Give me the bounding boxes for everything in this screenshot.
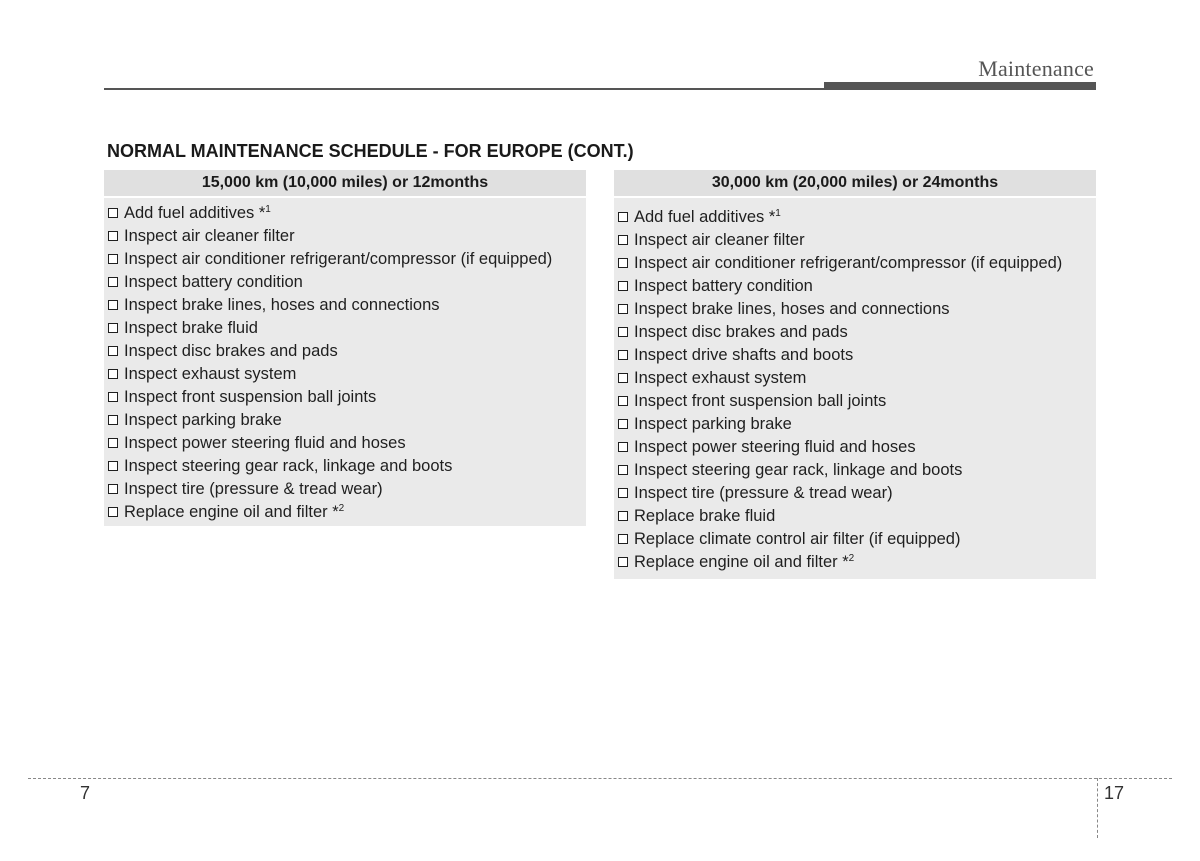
maintenance-item — [614, 275, 1096, 298]
maintenance-item — [104, 317, 586, 340]
maintenance-item — [614, 344, 1096, 367]
maintenance-item-label: Inspect brake fluid — [124, 319, 258, 337]
maintenance-item — [614, 413, 1096, 436]
footnote-marker: 2 — [338, 503, 345, 514]
maintenance-item-label: Inspect steering gear rack, linkage and boots — [634, 461, 963, 479]
maintenance-item-label: Replace engine oil and filter * — [124, 503, 339, 521]
maintenance-item — [104, 225, 586, 248]
table-heading: 15,000 km (10,000 miles) or 12months — [104, 170, 586, 198]
maintenance-item-label: Inspect brake lines, hoses and connections — [124, 296, 440, 314]
footnote-marker: 1 — [775, 208, 781, 219]
maintenance-item — [104, 248, 586, 271]
maintenance-item-label: Replace climate control air filter (if equipped) — [634, 530, 961, 548]
maintenance-item-label: Inspect disc brakes and pads — [634, 323, 848, 341]
maintenance-item-label: Inspect air conditioner refrigerant/compressor (if equipped) — [634, 254, 1063, 272]
maintenance-item-label: Replace engine oil and filter * — [634, 553, 849, 571]
checkbox-square-icon — [618, 258, 628, 268]
schedule-table-30000km — [614, 170, 1096, 579]
maintenance-item-label: Inspect front suspension ball joints — [634, 392, 887, 410]
maintenance-item-label: Replace brake fluid — [634, 507, 776, 525]
maintenance-item — [614, 551, 1096, 574]
maintenance-item-label: Inspect exhaust system — [634, 369, 807, 387]
footnote-marker: 2 — [848, 553, 855, 564]
maintenance-item-label: Inspect brake lines, hoses and connections — [634, 300, 950, 318]
footnote-marker: 1 — [265, 204, 271, 215]
maintenance-item — [614, 482, 1096, 505]
maintenance-item-label: Inspect drive shafts and boots — [634, 346, 854, 364]
maintenance-item — [614, 298, 1096, 321]
checkbox-square-icon — [618, 373, 628, 383]
checkbox-square-icon — [618, 488, 628, 498]
checkbox-square-icon — [108, 323, 118, 333]
schedule-table-15000km — [104, 170, 586, 526]
maintenance-item-label: Inspect air conditioner refrigerant/compressor (if equipped) — [124, 250, 553, 268]
checkbox-square-icon — [108, 438, 118, 448]
maintenance-item-label: Inspect parking brake — [124, 411, 282, 429]
checkbox-square-icon — [108, 300, 118, 310]
checkbox-square-icon — [618, 235, 628, 245]
maintenance-item — [104, 432, 586, 455]
checkbox-square-icon — [618, 442, 628, 452]
maintenance-item — [614, 206, 1096, 229]
maintenance-item-label: Inspect parking brake — [634, 415, 792, 433]
checkbox-square-icon — [618, 557, 628, 567]
maintenance-item — [104, 363, 586, 386]
checkbox-square-icon — [618, 281, 628, 291]
maintenance-item — [104, 455, 586, 478]
checkbox-square-icon — [108, 277, 118, 287]
maintenance-item-label: Inspect power steering fluid and hoses — [124, 434, 406, 452]
checkbox-square-icon — [108, 484, 118, 494]
maintenance-item — [104, 271, 586, 294]
maintenance-item-label: Inspect exhaust system — [124, 365, 297, 383]
maintenance-item-label: Inspect battery condition — [634, 277, 813, 295]
header-accent-bar — [824, 82, 1096, 90]
maintenance-item — [104, 202, 586, 225]
maintenance-item — [614, 459, 1096, 482]
chapter-number: 7 — [79, 783, 90, 803]
maintenance-item — [104, 294, 586, 317]
maintenance-item-label: Inspect steering gear rack, linkage and boots — [124, 457, 453, 475]
maintenance-item — [614, 321, 1096, 344]
checkbox-square-icon — [618, 327, 628, 337]
checkbox-square-icon — [618, 419, 628, 429]
checkbox-square-icon — [618, 350, 628, 360]
checkbox-square-icon — [108, 369, 118, 379]
table-heading: 30,000 km (20,000 miles) or 24months — [614, 170, 1096, 198]
maintenance-item-list — [614, 198, 1096, 574]
maintenance-item-label: Inspect battery condition — [124, 273, 303, 291]
maintenance-item-label: Inspect tire (pressure & tread wear) — [124, 480, 383, 498]
checkbox-square-icon — [108, 346, 118, 356]
checkbox-square-icon — [108, 254, 118, 264]
section-title: NORMAL MAINTENANCE SCHEDULE - FOR EUROPE (CONT.) — [107, 141, 634, 161]
page-header-title: Maintenance — [978, 56, 1094, 81]
maintenance-item — [614, 390, 1096, 413]
maintenance-item-label: Inspect tire (pressure & tread wear) — [634, 484, 893, 502]
maintenance-item-label: Inspect air cleaner filter — [634, 231, 805, 249]
checkbox-square-icon — [108, 208, 118, 218]
maintenance-item-list — [104, 198, 586, 524]
checkbox-square-icon — [108, 415, 118, 425]
maintenance-item — [614, 505, 1096, 528]
maintenance-item — [614, 367, 1096, 390]
maintenance-item — [104, 478, 586, 501]
maintenance-item-label: Inspect front suspension ball joints — [124, 388, 377, 406]
footer-page-divider — [1097, 778, 1098, 838]
checkbox-square-icon — [108, 392, 118, 402]
maintenance-item-label: Add fuel additives * — [634, 208, 776, 226]
footer-dashed-rule — [28, 778, 1172, 779]
maintenance-item — [104, 386, 586, 409]
maintenance-item-label: Inspect power steering fluid and hoses — [634, 438, 916, 456]
maintenance-item — [614, 252, 1096, 275]
maintenance-item-label: Inspect disc brakes and pads — [124, 342, 338, 360]
maintenance-item — [104, 340, 586, 363]
checkbox-square-icon — [618, 304, 628, 314]
maintenance-item — [104, 409, 586, 432]
maintenance-item — [104, 501, 586, 524]
checkbox-square-icon — [108, 461, 118, 471]
checkbox-square-icon — [618, 534, 628, 544]
page-number: 17 — [1104, 783, 1125, 803]
maintenance-item-label: Inspect air cleaner filter — [124, 227, 295, 245]
checkbox-square-icon — [108, 507, 118, 517]
maintenance-item — [614, 436, 1096, 459]
header-rule — [104, 88, 824, 90]
maintenance-item — [614, 528, 1096, 551]
checkbox-square-icon — [618, 511, 628, 521]
checkbox-square-icon — [108, 231, 118, 241]
checkbox-square-icon — [618, 212, 628, 222]
checkbox-square-icon — [618, 396, 628, 406]
maintenance-item — [614, 229, 1096, 252]
checkbox-square-icon — [618, 465, 628, 475]
maintenance-item-label: Add fuel additives * — [124, 204, 266, 222]
